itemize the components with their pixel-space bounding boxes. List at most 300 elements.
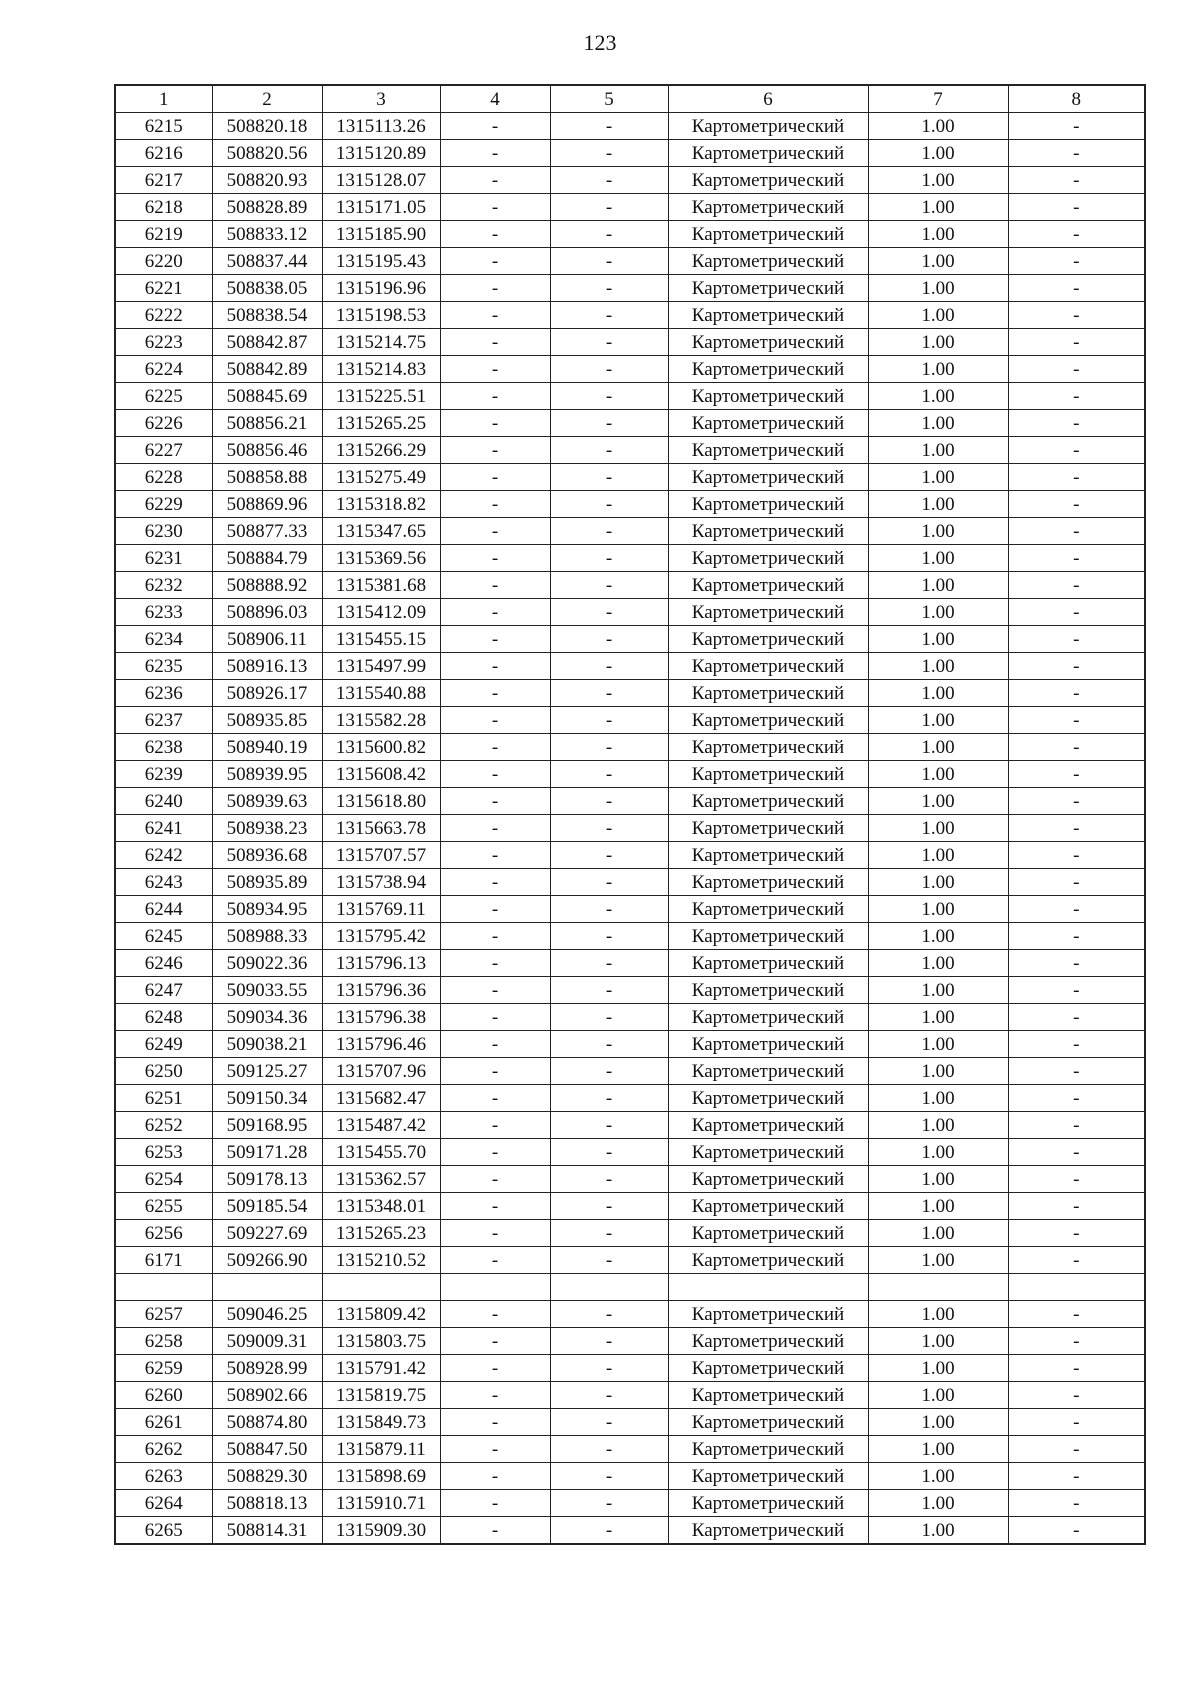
table-cell: 6246: [115, 950, 212, 977]
table-cell: Картометрический: [668, 1112, 868, 1139]
table-cell: 6257: [115, 1301, 212, 1328]
table-cell: 1315455.15: [322, 626, 440, 653]
table-cell: 508828.89: [212, 194, 322, 221]
table-cell: -: [1008, 1463, 1145, 1490]
table-cell: -: [1008, 1301, 1145, 1328]
table-cell: 6247: [115, 977, 212, 1004]
table-cell: -: [550, 788, 668, 815]
table-cell: -: [1008, 545, 1145, 572]
table-cell: 1.00: [868, 869, 1008, 896]
table-cell: 1315663.78: [322, 815, 440, 842]
table-row: [115, 248, 1145, 275]
table-cell: -: [1008, 572, 1145, 599]
table-cell: Картометрический: [668, 896, 868, 923]
table-cell: -: [440, 1355, 550, 1382]
table-cell: -: [440, 1058, 550, 1085]
table-row: [115, 1139, 1145, 1166]
table-cell: -: [550, 680, 668, 707]
table-cell: 508820.56: [212, 140, 322, 167]
table-cell: -: [550, 437, 668, 464]
table-cell: 1315275.49: [322, 464, 440, 491]
table-cell: 1315600.82: [322, 734, 440, 761]
table-cell: 6239: [115, 761, 212, 788]
table-cell: Картометрический: [668, 1382, 868, 1409]
table-cell: -: [550, 140, 668, 167]
table-cell: 1.00: [868, 842, 1008, 869]
table-cell: 508838.05: [212, 275, 322, 302]
table-row: [115, 383, 1145, 410]
table-cell: -: [550, 1490, 668, 1517]
table-cell: 1315185.90: [322, 221, 440, 248]
table-cell: -: [1008, 1139, 1145, 1166]
table-cell: -: [550, 194, 668, 221]
table-cell: 1.00: [868, 1355, 1008, 1382]
table-cell: Картометрический: [668, 410, 868, 437]
table-cell: 1315198.53: [322, 302, 440, 329]
table-cell: 1.00: [868, 248, 1008, 275]
table-cell: 1315796.38: [322, 1004, 440, 1031]
table-cell: 6244: [115, 896, 212, 923]
table-cell: 1315265.23: [322, 1220, 440, 1247]
table-cell: 6231: [115, 545, 212, 572]
table-cell: 509168.95: [212, 1112, 322, 1139]
table-cell: 6265: [115, 1517, 212, 1545]
table-cell: 508874.80: [212, 1409, 322, 1436]
table-cell: 1315214.83: [322, 356, 440, 383]
column-header: 7: [868, 85, 1008, 113]
table-cell: Картометрический: [668, 869, 868, 896]
table-cell: -: [1008, 1490, 1145, 1517]
table-cell: 1315497.99: [322, 653, 440, 680]
table-cell: 6230: [115, 518, 212, 545]
table-cell: -: [1008, 815, 1145, 842]
table-cell: 1315348.01: [322, 1193, 440, 1220]
table-cell: 6234: [115, 626, 212, 653]
table-cell: 508842.89: [212, 356, 322, 383]
table-cell: -: [440, 221, 550, 248]
table-cell: 508888.92: [212, 572, 322, 599]
table-cell: 1.00: [868, 464, 1008, 491]
table-cell: Картометрический: [668, 491, 868, 518]
table-cell: -: [550, 464, 668, 491]
table-cell: 6250: [115, 1058, 212, 1085]
table-cell: Картометрический: [668, 1517, 868, 1545]
table-cell: -: [1008, 1031, 1145, 1058]
table-cell: 6232: [115, 572, 212, 599]
table-cell: -: [1008, 923, 1145, 950]
table-cell: Картометрический: [668, 680, 868, 707]
table-cell: -: [550, 248, 668, 275]
table-row: [115, 680, 1145, 707]
table-cell: -: [1008, 221, 1145, 248]
table-cell: -: [550, 545, 668, 572]
table-row: [115, 518, 1145, 545]
table-cell: -: [550, 896, 668, 923]
table-cell: 1.00: [868, 734, 1008, 761]
table-cell: 6243: [115, 869, 212, 896]
table-cell: Картометрический: [668, 302, 868, 329]
table-cell: -: [550, 1436, 668, 1463]
table-row: [115, 1220, 1145, 1247]
table-cell: 508884.79: [212, 545, 322, 572]
table-cell: -: [550, 1004, 668, 1031]
table-cell: -: [550, 923, 668, 950]
table-cell: 1315618.80: [322, 788, 440, 815]
table-cell: 1315540.88: [322, 680, 440, 707]
table-cell: 1.00: [868, 626, 1008, 653]
table-cell: 1.00: [868, 1139, 1008, 1166]
table-cell: -: [1008, 1004, 1145, 1031]
table-cell: -: [440, 761, 550, 788]
table-cell: 508926.17: [212, 680, 322, 707]
table-cell: -: [550, 977, 668, 1004]
table-cell: 1.00: [868, 653, 1008, 680]
table-cell: -: [1008, 140, 1145, 167]
table-cell: -: [440, 167, 550, 194]
table-row: [115, 194, 1145, 221]
table-cell: Картометрический: [668, 356, 868, 383]
table-cell: -: [440, 356, 550, 383]
coordinates-table: [114, 84, 1146, 1545]
table-cell: -: [440, 572, 550, 599]
table-row: [115, 977, 1145, 1004]
table-cell: -: [550, 842, 668, 869]
table-cell: -: [550, 1085, 668, 1112]
table-row: [115, 302, 1145, 329]
table-cell: -: [440, 1166, 550, 1193]
table-cell: 1315879.11: [322, 1436, 440, 1463]
table-cell: -: [1008, 356, 1145, 383]
table-cell: 1315369.56: [322, 545, 440, 572]
table-cell: 1315738.94: [322, 869, 440, 896]
table-cell: -: [1008, 437, 1145, 464]
table-cell: 6236: [115, 680, 212, 707]
table-cell: 1.00: [868, 113, 1008, 140]
table-cell: 1315455.70: [322, 1139, 440, 1166]
table-cell: 6238: [115, 734, 212, 761]
table-cell: 1.00: [868, 1220, 1008, 1247]
table-row: [115, 167, 1145, 194]
table-cell: -: [550, 1058, 668, 1085]
table-row: [115, 140, 1145, 167]
table-cell: 1.00: [868, 950, 1008, 977]
table-cell: [1008, 1274, 1145, 1301]
table-cell: -: [1008, 734, 1145, 761]
table-cell: 1315809.42: [322, 1301, 440, 1328]
table-cell: Картометрический: [668, 329, 868, 356]
table-cell: 6228: [115, 464, 212, 491]
table-cell: 508820.93: [212, 167, 322, 194]
table-cell: -: [550, 167, 668, 194]
table-cell: Картометрический: [668, 383, 868, 410]
table-cell: Картометрический: [668, 626, 868, 653]
table-row: [115, 626, 1145, 653]
table-cell: -: [550, 329, 668, 356]
table-row: [115, 329, 1145, 356]
table-cell: -: [1008, 1247, 1145, 1274]
table-cell: 6217: [115, 167, 212, 194]
table-cell: -: [550, 383, 668, 410]
table-cell: -: [440, 464, 550, 491]
table-cell: -: [440, 680, 550, 707]
table-cell: Картометрический: [668, 437, 868, 464]
table-cell: 508842.87: [212, 329, 322, 356]
table-cell: 509033.55: [212, 977, 322, 1004]
table-cell: 1.00: [868, 1193, 1008, 1220]
table-cell: 6227: [115, 437, 212, 464]
table-cell: -: [440, 1193, 550, 1220]
table-cell: 1.00: [868, 491, 1008, 518]
table-cell: -: [440, 437, 550, 464]
table-cell: 6220: [115, 248, 212, 275]
table-cell: 1.00: [868, 1436, 1008, 1463]
table-cell: 6264: [115, 1490, 212, 1517]
table-cell: Картометрический: [668, 464, 868, 491]
table-cell: 1315795.42: [322, 923, 440, 950]
table-cell: 1.00: [868, 437, 1008, 464]
table-cell: -: [440, 869, 550, 896]
table-cell: -: [440, 896, 550, 923]
table-cell: 508869.96: [212, 491, 322, 518]
table-cell: -: [1008, 977, 1145, 1004]
table-cell: 6216: [115, 140, 212, 167]
table-cell: -: [440, 113, 550, 140]
table-cell: -: [1008, 1112, 1145, 1139]
table-cell: Картометрический: [668, 221, 868, 248]
table-cell: 6259: [115, 1355, 212, 1382]
table-cell: -: [550, 1301, 668, 1328]
table-cell: 1.00: [868, 140, 1008, 167]
table-cell: -: [1008, 1220, 1145, 1247]
table-cell: 1.00: [868, 707, 1008, 734]
table-row: [115, 788, 1145, 815]
table-cell: -: [550, 518, 668, 545]
table-cell: [322, 1274, 440, 1301]
table-cell: 6245: [115, 923, 212, 950]
column-header: 2: [212, 85, 322, 113]
table-cell: 6249: [115, 1031, 212, 1058]
table-cell: 1.00: [868, 221, 1008, 248]
table-cell: 1315707.57: [322, 842, 440, 869]
table-cell: Картометрический: [668, 761, 868, 788]
table-cell: -: [1008, 599, 1145, 626]
table-cell: Картометрический: [668, 653, 868, 680]
table-cell: 508820.18: [212, 113, 322, 140]
table-cell: -: [440, 545, 550, 572]
table-row: [115, 1463, 1145, 1490]
table-cell: 1315120.89: [322, 140, 440, 167]
table-cell: Картометрический: [668, 1220, 868, 1247]
table-cell: 508896.03: [212, 599, 322, 626]
table-row: [115, 1085, 1145, 1112]
table-cell: -: [1008, 896, 1145, 923]
column-header: 3: [322, 85, 440, 113]
table-cell: 1.00: [868, 1112, 1008, 1139]
table-cell: 6252: [115, 1112, 212, 1139]
table-cell: 509125.27: [212, 1058, 322, 1085]
table-cell: 1.00: [868, 1085, 1008, 1112]
table-cell: 1315412.09: [322, 599, 440, 626]
table-cell: -: [1008, 788, 1145, 815]
table-cell: -: [550, 1139, 668, 1166]
table-cell: -: [440, 140, 550, 167]
table-header-row: [115, 85, 1145, 113]
table-cell: -: [440, 1112, 550, 1139]
table-cell: -: [1008, 707, 1145, 734]
table-cell: 508935.89: [212, 869, 322, 896]
table-cell: -: [440, 410, 550, 437]
table-cell: 1.00: [868, 302, 1008, 329]
table-cell: -: [440, 599, 550, 626]
table-row: [115, 437, 1145, 464]
table-cell: 6233: [115, 599, 212, 626]
table-cell: 6242: [115, 842, 212, 869]
table-cell: -: [1008, 248, 1145, 275]
table-cell: -: [1008, 1517, 1145, 1545]
table-cell: 1315318.82: [322, 491, 440, 518]
table-row: [115, 1031, 1145, 1058]
table-cell: Картометрический: [668, 248, 868, 275]
table-cell: 6256: [115, 1220, 212, 1247]
table-cell: 1315796.36: [322, 977, 440, 1004]
table-cell: -: [550, 1031, 668, 1058]
table-cell: 508906.11: [212, 626, 322, 653]
table-cell: Картометрический: [668, 572, 868, 599]
table-row: [115, 896, 1145, 923]
table-cell: 1315195.43: [322, 248, 440, 275]
page-number: 123: [583, 30, 617, 55]
table-cell: -: [1008, 1193, 1145, 1220]
table-row: [115, 464, 1145, 491]
table-row: [115, 1058, 1145, 1085]
table-cell: 6253: [115, 1139, 212, 1166]
table-cell: 6241: [115, 815, 212, 842]
table-cell: 509171.28: [212, 1139, 322, 1166]
table-cell: -: [1008, 275, 1145, 302]
table-cell: 6226: [115, 410, 212, 437]
table-cell: 1.00: [868, 599, 1008, 626]
table-cell: 1.00: [868, 194, 1008, 221]
table-cell: [668, 1274, 868, 1301]
table-row: [115, 1004, 1145, 1031]
table-cell: 509150.34: [212, 1085, 322, 1112]
table-cell: 508934.95: [212, 896, 322, 923]
table-cell: Картометрический: [668, 1193, 868, 1220]
table-cell: -: [550, 1193, 668, 1220]
table-row: [115, 410, 1145, 437]
table-cell: -: [440, 383, 550, 410]
table-cell: -: [550, 410, 668, 437]
table-cell: -: [440, 950, 550, 977]
table-cell: 6258: [115, 1328, 212, 1355]
table-cell: 508938.23: [212, 815, 322, 842]
table-cell: Картометрический: [668, 1355, 868, 1382]
table-cell: Картометрический: [668, 140, 868, 167]
table-cell: -: [1008, 1409, 1145, 1436]
table-cell: Картометрический: [668, 1085, 868, 1112]
table-cell: -: [550, 1328, 668, 1355]
table-row: [115, 545, 1145, 572]
table-cell: -: [1008, 329, 1145, 356]
table-cell: Картометрический: [668, 1004, 868, 1031]
table-cell: -: [440, 1031, 550, 1058]
table-cell: 1315113.26: [322, 113, 440, 140]
table-cell: Картометрический: [668, 1463, 868, 1490]
table-cell: 1315362.57: [322, 1166, 440, 1193]
table-cell: -: [550, 113, 668, 140]
table-cell: 6222: [115, 302, 212, 329]
table-row: [115, 1436, 1145, 1463]
table-cell: 6240: [115, 788, 212, 815]
table-row: [115, 842, 1145, 869]
table-cell: 508928.99: [212, 1355, 322, 1382]
table-cell: -: [1008, 653, 1145, 680]
table-cell: -: [440, 1139, 550, 1166]
table-cell: Картометрический: [668, 1247, 868, 1274]
table-cell: -: [440, 275, 550, 302]
table-cell: -: [550, 653, 668, 680]
table-cell: 1.00: [868, 356, 1008, 383]
table-row: [115, 950, 1145, 977]
table-cell: Картометрический: [668, 518, 868, 545]
column-header: 4: [440, 85, 550, 113]
table-cell: 508829.30: [212, 1463, 322, 1490]
table-cell: 6261: [115, 1409, 212, 1436]
table-cell: -: [440, 1463, 550, 1490]
table-cell: -: [440, 1382, 550, 1409]
table-cell: -: [550, 1382, 668, 1409]
table-cell: Картометрический: [668, 707, 868, 734]
table-cell: -: [1008, 302, 1145, 329]
table-cell: 508858.88: [212, 464, 322, 491]
table-cell: 1.00: [868, 383, 1008, 410]
table-cell: -: [550, 1517, 668, 1545]
table-cell: -: [550, 221, 668, 248]
table-cell: 1.00: [868, 329, 1008, 356]
table-cell: 1315225.51: [322, 383, 440, 410]
table-cell: [868, 1274, 1008, 1301]
table-cell: 1.00: [868, 1517, 1008, 1545]
table-cell: 1.00: [868, 815, 1008, 842]
table-cell: -: [1008, 1085, 1145, 1112]
table-row: [115, 572, 1145, 599]
column-header: 5: [550, 85, 668, 113]
table-cell: [440, 1274, 550, 1301]
table-cell: Картометрический: [668, 545, 868, 572]
table-cell: [212, 1274, 322, 1301]
table-cell: 6219: [115, 221, 212, 248]
table-cell: 6218: [115, 194, 212, 221]
table-cell: Картометрический: [668, 275, 868, 302]
table-cell: Картометрический: [668, 1139, 868, 1166]
table-cell: Картометрический: [668, 788, 868, 815]
table-cell: 6229: [115, 491, 212, 518]
table-cell: -: [440, 302, 550, 329]
table-row: [115, 1166, 1145, 1193]
table-row: [115, 356, 1145, 383]
table-cell: 1.00: [868, 572, 1008, 599]
table-cell: 508936.68: [212, 842, 322, 869]
table-cell: -: [440, 977, 550, 1004]
table-row: [115, 1193, 1145, 1220]
table-cell: 508845.69: [212, 383, 322, 410]
table-cell: -: [550, 734, 668, 761]
table-cell: -: [1008, 194, 1145, 221]
table-cell: 1315128.07: [322, 167, 440, 194]
table-cell: Картометрический: [668, 167, 868, 194]
table-cell: 1.00: [868, 1058, 1008, 1085]
table-row: [115, 815, 1145, 842]
